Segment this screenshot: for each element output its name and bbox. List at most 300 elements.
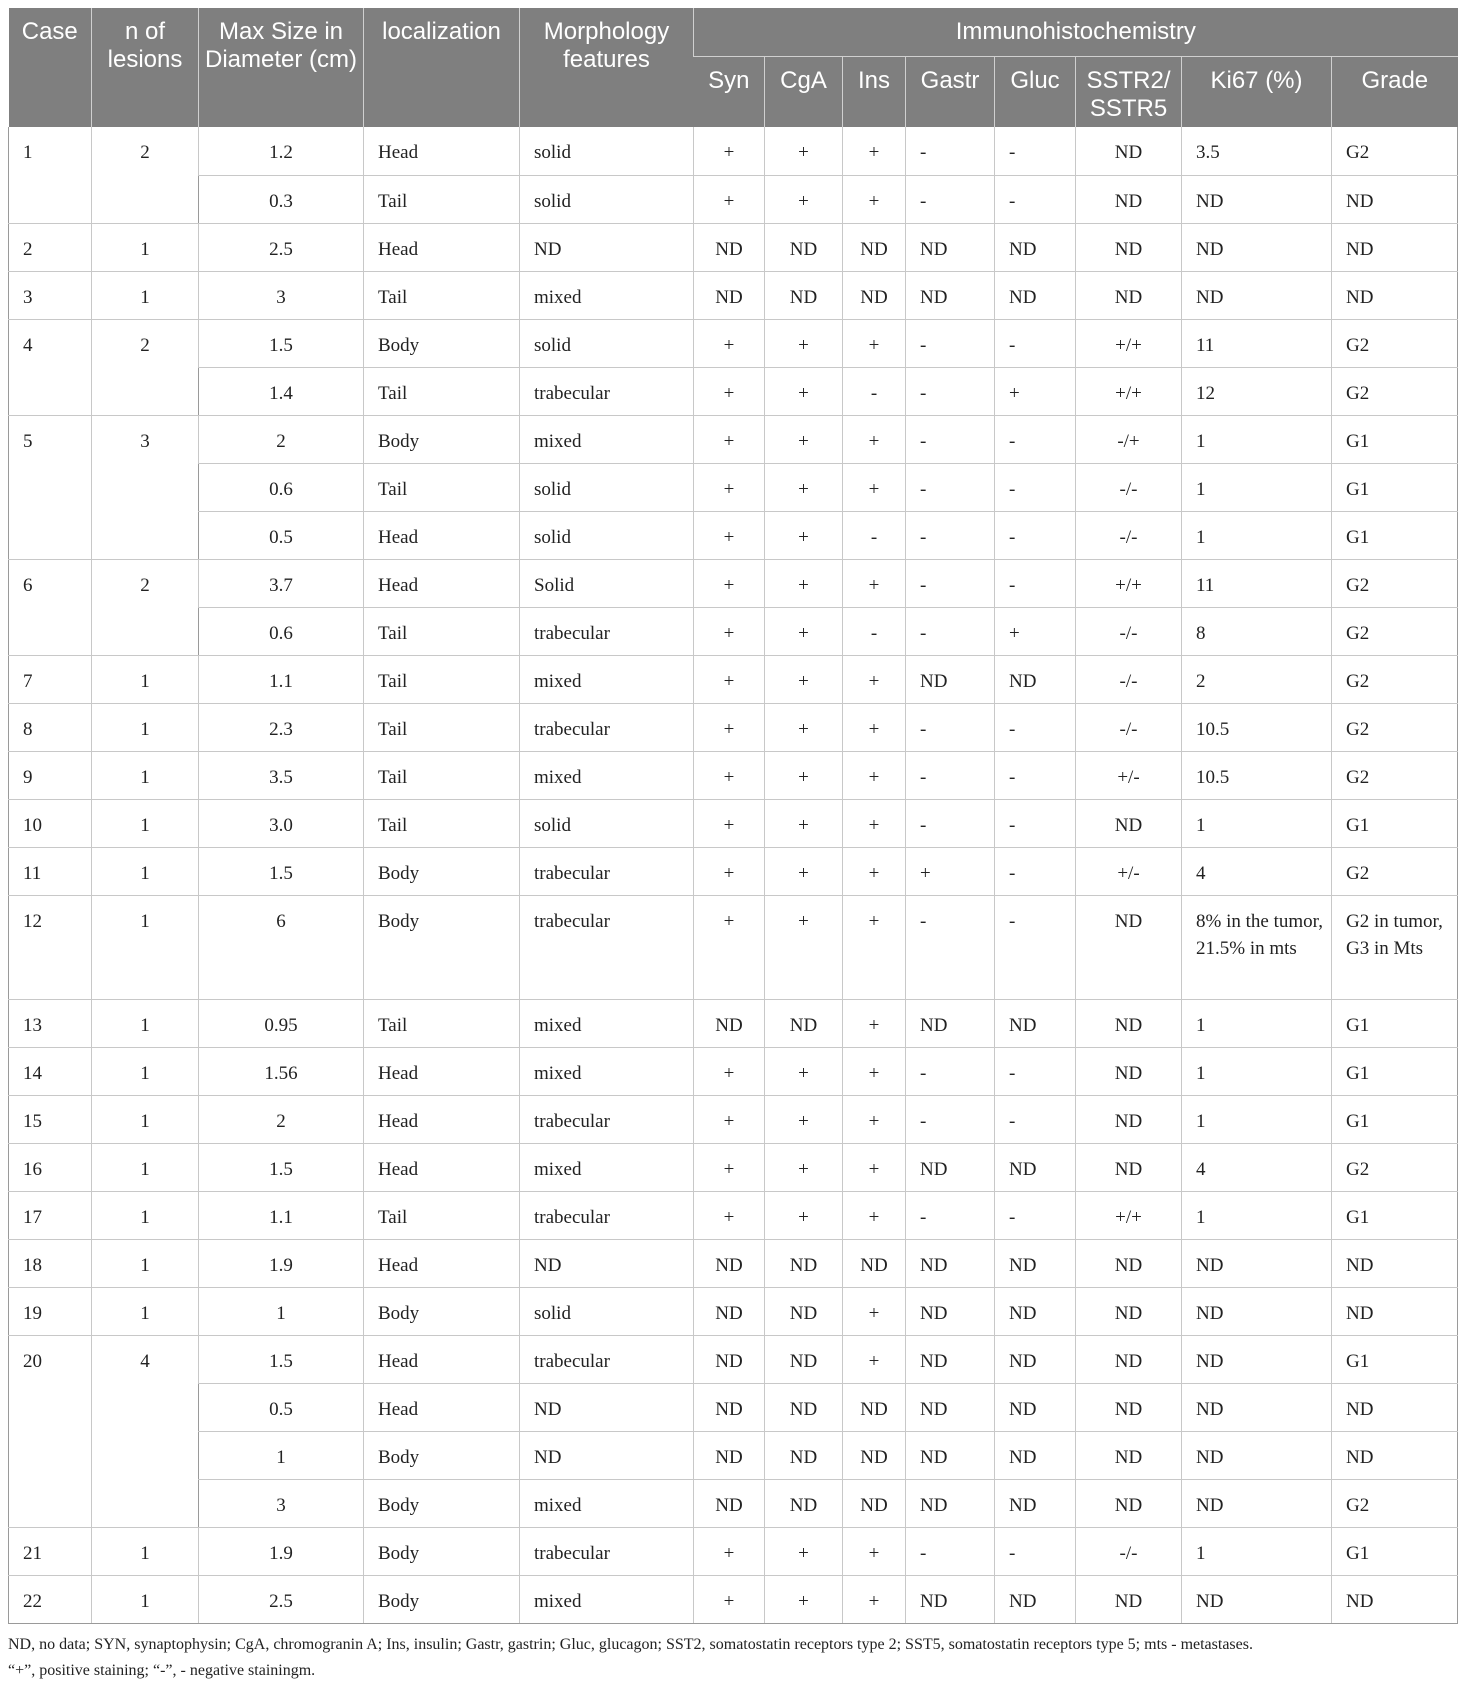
cell-ki67: 2 (1182, 655, 1332, 703)
cell-morphology: mixed (520, 1479, 694, 1527)
header-cga: CgA (765, 57, 843, 128)
header-gluc: Gluc (995, 57, 1076, 128)
cell-syn: ND (694, 223, 765, 271)
cell-sstr: ND (1076, 999, 1182, 1047)
cell-morphology: trabecular (520, 367, 694, 415)
cell-max-size: 0.3 (199, 175, 364, 223)
ihc-table (8, 8, 1458, 1624)
cell-syn: + (694, 1143, 765, 1191)
cell-gastr: - (906, 559, 995, 607)
cell-localization: Head (364, 1383, 520, 1431)
cell-gluc: ND (995, 1431, 1076, 1479)
cell-n-lesions: 1 (92, 799, 199, 847)
cell-morphology: trabecular (520, 607, 694, 655)
cell-cga: + (765, 607, 843, 655)
cell-ins: + (843, 1191, 906, 1239)
cell-grade: G2 (1332, 1143, 1458, 1191)
cell-max-size: 0.95 (199, 999, 364, 1047)
cell-ins: + (843, 847, 906, 895)
cell-sstr: ND (1076, 271, 1182, 319)
cell-sstr: +/+ (1076, 1191, 1182, 1239)
cell-ki67: 1 (1182, 463, 1332, 511)
cell-localization: Head (364, 559, 520, 607)
cell-morphology: solid (520, 463, 694, 511)
cell-gastr: - (906, 1527, 995, 1575)
cell-max-size: 0.6 (199, 463, 364, 511)
cell-n-lesions: 1 (92, 999, 199, 1047)
cell-sstr: +/+ (1076, 367, 1182, 415)
cell-gastr: ND (906, 1287, 995, 1335)
cell-ki67: 1 (1182, 511, 1332, 559)
cell-grade: G1 (1332, 1047, 1458, 1095)
header-gastr: Gastr (906, 57, 995, 128)
cell-case: 20 (9, 1335, 92, 1527)
cell-sstr: ND (1076, 1383, 1182, 1431)
cell-max-size: 2.5 (199, 1575, 364, 1623)
table-header (9, 8, 1458, 127)
cell-ins: + (843, 999, 906, 1047)
cell-syn: + (694, 415, 765, 463)
cell-ins: + (843, 463, 906, 511)
cell-max-size: 1.5 (199, 1143, 364, 1191)
cell-case: 4 (9, 319, 92, 415)
cell-n-lesions: 1 (92, 1287, 199, 1335)
cell-ins: + (843, 751, 906, 799)
cell-gastr: - (906, 895, 995, 999)
cell-gluc: ND (995, 1383, 1076, 1431)
cell-ki67: 4 (1182, 847, 1332, 895)
header-case: Case (9, 8, 92, 127)
cell-case: 22 (9, 1575, 92, 1623)
table-row (9, 1575, 1458, 1623)
cell-localization: Tail (364, 999, 520, 1047)
cell-n-lesions: 1 (92, 1047, 199, 1095)
cell-sstr: +/+ (1076, 559, 1182, 607)
cell-n-lesions: 1 (92, 1239, 199, 1287)
cell-syn: ND (694, 1335, 765, 1383)
cell-case: 14 (9, 1047, 92, 1095)
table-body (9, 127, 1458, 1623)
cell-gastr: - (906, 1191, 995, 1239)
cell-gluc: + (995, 367, 1076, 415)
cell-morphology: mixed (520, 271, 694, 319)
cell-ki67: ND (1182, 1335, 1332, 1383)
cell-gastr: - (906, 607, 995, 655)
cell-max-size: 0.6 (199, 607, 364, 655)
cell-gluc: - (995, 319, 1076, 367)
cell-ki67: ND (1182, 1239, 1332, 1287)
cell-cga: ND (765, 1383, 843, 1431)
cell-gluc: - (995, 799, 1076, 847)
cell-morphology: mixed (520, 415, 694, 463)
cell-cga: + (765, 895, 843, 999)
cell-gastr: - (906, 175, 995, 223)
cell-morphology: ND (520, 223, 694, 271)
cell-gluc: - (995, 1095, 1076, 1143)
cell-grade: G1 (1332, 1095, 1458, 1143)
cell-grade: ND (1332, 223, 1458, 271)
header-grade: Grade (1332, 57, 1458, 128)
cell-sstr: +/+ (1076, 319, 1182, 367)
cell-n-lesions: 1 (92, 223, 199, 271)
cell-gluc: - (995, 511, 1076, 559)
cell-n-lesions: 1 (92, 895, 199, 999)
cell-ki67: ND (1182, 1287, 1332, 1335)
cell-morphology: trabecular (520, 1527, 694, 1575)
cell-cga: ND (765, 1479, 843, 1527)
cell-case: 7 (9, 655, 92, 703)
cell-sstr: -/+ (1076, 415, 1182, 463)
cell-max-size: 1.1 (199, 655, 364, 703)
cell-case: 8 (9, 703, 92, 751)
cell-gastr: ND (906, 1479, 995, 1527)
cell-sstr: ND (1076, 1239, 1182, 1287)
cell-grade: G2 (1332, 847, 1458, 895)
cell-syn: + (694, 799, 765, 847)
cell-morphology: mixed (520, 751, 694, 799)
cell-max-size: 1.9 (199, 1239, 364, 1287)
cell-ins: ND (843, 223, 906, 271)
cell-localization: Tail (364, 799, 520, 847)
table-row (9, 1431, 1458, 1479)
cell-ins: - (843, 607, 906, 655)
cell-gastr: ND (906, 1239, 995, 1287)
cell-ins: + (843, 1527, 906, 1575)
header-n-lesions: n of lesions (92, 8, 199, 127)
cell-ins: + (843, 1335, 906, 1383)
cell-morphology: Solid (520, 559, 694, 607)
cell-cga: + (765, 319, 843, 367)
cell-grade: G2 (1332, 703, 1458, 751)
cell-gastr: - (906, 1095, 995, 1143)
header-ins: Ins (843, 57, 906, 128)
header-max-size: Max Size in Diameter (cm) (199, 8, 364, 127)
cell-ki67: 1 (1182, 1527, 1332, 1575)
cell-max-size: 1.56 (199, 1047, 364, 1095)
cell-syn: ND (694, 1431, 765, 1479)
header-syn: Syn (694, 57, 765, 128)
header-ki67: Ki67 (%) (1182, 57, 1332, 128)
cell-cga: ND (765, 999, 843, 1047)
cell-ki67: 4 (1182, 1143, 1332, 1191)
cell-ins: + (843, 1575, 906, 1623)
cell-ki67: 12 (1182, 367, 1332, 415)
cell-morphology: mixed (520, 655, 694, 703)
cell-localization: Tail (364, 1191, 520, 1239)
cell-cga: ND (765, 1287, 843, 1335)
cell-ins: - (843, 511, 906, 559)
table-row (9, 319, 1458, 367)
cell-localization: Head (364, 1335, 520, 1383)
cell-syn: + (694, 751, 765, 799)
cell-ins: + (843, 799, 906, 847)
cell-case: 11 (9, 847, 92, 895)
cell-syn: ND (694, 1479, 765, 1527)
cell-grade: G1 (1332, 1527, 1458, 1575)
cell-n-lesions: 1 (92, 1143, 199, 1191)
cell-ki67: ND (1182, 1431, 1332, 1479)
cell-ki67: 3.5 (1182, 127, 1332, 175)
table-row (9, 895, 1458, 999)
cell-grade: ND (1332, 1431, 1458, 1479)
cell-ki67: 10.5 (1182, 703, 1332, 751)
cell-ins: + (843, 415, 906, 463)
cell-cga: + (765, 655, 843, 703)
cell-ki67: 11 (1182, 319, 1332, 367)
cell-cga: + (765, 1191, 843, 1239)
cell-max-size: 1.4 (199, 367, 364, 415)
table-row (9, 703, 1458, 751)
cell-syn: ND (694, 1383, 765, 1431)
cell-n-lesions: 1 (92, 703, 199, 751)
cell-ki67: 10.5 (1182, 751, 1332, 799)
table-row (9, 415, 1458, 463)
cell-localization: Tail (364, 607, 520, 655)
table-row (9, 1047, 1458, 1095)
cell-morphology: ND (520, 1239, 694, 1287)
cell-max-size: 1 (199, 1431, 364, 1479)
cell-grade: G1 (1332, 999, 1458, 1047)
table-row (9, 847, 1458, 895)
cell-case: 17 (9, 1191, 92, 1239)
cell-grade: G1 (1332, 463, 1458, 511)
cell-localization: Body (364, 1575, 520, 1623)
cell-max-size: 1.1 (199, 1191, 364, 1239)
cell-gluc: ND (995, 1335, 1076, 1383)
cell-localization: Body (364, 895, 520, 999)
cell-gastr: + (906, 847, 995, 895)
table-row (9, 127, 1458, 175)
cell-gluc: - (995, 895, 1076, 999)
cell-ins: ND (843, 1479, 906, 1527)
cell-case: 5 (9, 415, 92, 559)
cell-morphology: trabecular (520, 1335, 694, 1383)
cell-grade: G2 (1332, 607, 1458, 655)
cell-sstr: ND (1076, 799, 1182, 847)
cell-grade: G1 (1332, 1335, 1458, 1383)
cell-gastr: - (906, 367, 995, 415)
cell-localization: Tail (364, 463, 520, 511)
cell-syn: + (694, 511, 765, 559)
table-row (9, 1095, 1458, 1143)
cell-cga: + (765, 415, 843, 463)
cell-morphology: trabecular (520, 703, 694, 751)
cell-grade: ND (1332, 175, 1458, 223)
cell-ins: + (843, 559, 906, 607)
cell-syn: + (694, 463, 765, 511)
cell-syn: + (694, 847, 765, 895)
cell-ins: + (843, 127, 906, 175)
cell-max-size: 2 (199, 415, 364, 463)
cell-localization: Head (364, 511, 520, 559)
cell-ins: + (843, 655, 906, 703)
cell-syn: + (694, 319, 765, 367)
cell-gluc: - (995, 703, 1076, 751)
cell-ki67: ND (1182, 1575, 1332, 1623)
cell-morphology: solid (520, 1287, 694, 1335)
cell-sstr: ND (1076, 1287, 1182, 1335)
cell-case: 13 (9, 999, 92, 1047)
cell-max-size: 3 (199, 271, 364, 319)
cell-grade: ND (1332, 271, 1458, 319)
cell-cga: ND (765, 271, 843, 319)
cell-ins: + (843, 895, 906, 999)
cell-n-lesions: 2 (92, 559, 199, 655)
cell-localization: Tail (364, 367, 520, 415)
cell-max-size: 3.7 (199, 559, 364, 607)
cell-case: 16 (9, 1143, 92, 1191)
table-row (9, 367, 1458, 415)
cell-localization: Head (364, 1239, 520, 1287)
cell-max-size: 3.5 (199, 751, 364, 799)
cell-gastr: - (906, 415, 995, 463)
footnote-abbreviations: ND, no data; SYN, synaptophysin; CgA, chromogranin A; Ins, insulin; Gastr, gastrin; Gluc, glucagon; SST2, somatostatin receptors type 2; SST5, somatostatin receptors type 5; mts - metastases. (8, 1635, 1253, 1653)
cell-ins: + (843, 1047, 906, 1095)
cell-gluc: - (995, 1047, 1076, 1095)
cell-syn: + (694, 559, 765, 607)
cell-localization: Head (364, 127, 520, 175)
cell-gastr: ND (906, 271, 995, 319)
header-morphology: Morphology features (520, 8, 694, 127)
cell-grade: G2 (1332, 127, 1458, 175)
cell-grade: G2 in tumor, G3 in Mts (1332, 895, 1458, 999)
cell-morphology: trabecular (520, 1191, 694, 1239)
cell-syn: + (694, 1047, 765, 1095)
cell-localization: Tail (364, 271, 520, 319)
cell-max-size: 1.5 (199, 847, 364, 895)
cell-gluc: - (995, 1527, 1076, 1575)
cell-localization: Body (364, 1431, 520, 1479)
table-row (9, 1287, 1458, 1335)
cell-gluc: - (995, 1191, 1076, 1239)
cell-gluc: ND (995, 1239, 1076, 1287)
cell-gastr: ND (906, 1575, 995, 1623)
cell-ins: ND (843, 271, 906, 319)
cell-ins: + (843, 319, 906, 367)
header-localization: localization (364, 8, 520, 127)
cell-syn: + (694, 1527, 765, 1575)
cell-morphology: ND (520, 1383, 694, 1431)
cell-max-size: 2.5 (199, 223, 364, 271)
cell-gluc: - (995, 463, 1076, 511)
cell-grade: ND (1332, 1575, 1458, 1623)
cell-grade: ND (1332, 1383, 1458, 1431)
cell-syn: + (694, 1095, 765, 1143)
cell-cga: + (765, 1095, 843, 1143)
cell-case: 6 (9, 559, 92, 655)
cell-syn: + (694, 1575, 765, 1623)
cell-localization: Tail (364, 655, 520, 703)
cell-morphology: solid (520, 799, 694, 847)
cell-syn: + (694, 655, 765, 703)
cell-grade: G1 (1332, 1191, 1458, 1239)
cell-max-size: 6 (199, 895, 364, 999)
cell-cga: + (765, 847, 843, 895)
cell-gluc: ND (995, 1287, 1076, 1335)
cell-n-lesions: 1 (92, 655, 199, 703)
cell-case: 10 (9, 799, 92, 847)
cell-gastr: - (906, 751, 995, 799)
document (8, 8, 1457, 1684)
cell-sstr: ND (1076, 1479, 1182, 1527)
cell-localization: Tail (364, 703, 520, 751)
cell-morphology: trabecular (520, 1095, 694, 1143)
cell-morphology: mixed (520, 999, 694, 1047)
cell-gluc: - (995, 175, 1076, 223)
cell-syn: + (694, 1191, 765, 1239)
cell-case: 3 (9, 271, 92, 319)
cell-gluc: ND (995, 1143, 1076, 1191)
cell-localization: Body (364, 319, 520, 367)
table-row (9, 271, 1458, 319)
cell-ki67: ND (1182, 1383, 1332, 1431)
cell-cga: ND (765, 223, 843, 271)
cell-morphology: mixed (520, 1047, 694, 1095)
cell-cga: ND (765, 1431, 843, 1479)
cell-case: 15 (9, 1095, 92, 1143)
cell-grade: ND (1332, 1239, 1458, 1287)
cell-gluc: - (995, 415, 1076, 463)
cell-gastr: ND (906, 1383, 995, 1431)
cell-ki67: 11 (1182, 559, 1332, 607)
cell-cga: + (765, 1527, 843, 1575)
cell-ins: + (843, 1143, 906, 1191)
cell-gastr: - (906, 127, 995, 175)
cell-case: 18 (9, 1239, 92, 1287)
cell-gluc: ND (995, 223, 1076, 271)
cell-morphology: ND (520, 1431, 694, 1479)
table-row (9, 1335, 1458, 1383)
cell-max-size: 0.5 (199, 511, 364, 559)
cell-morphology: trabecular (520, 895, 694, 999)
cell-ins: + (843, 703, 906, 751)
cell-max-size: 1.5 (199, 1335, 364, 1383)
table-row (9, 655, 1458, 703)
cell-grade: G1 (1332, 415, 1458, 463)
cell-sstr: ND (1076, 895, 1182, 999)
cell-grade: G2 (1332, 1479, 1458, 1527)
cell-ki67: 1 (1182, 1047, 1332, 1095)
cell-ins: ND (843, 1239, 906, 1287)
cell-ins: ND (843, 1383, 906, 1431)
cell-cga: + (765, 1047, 843, 1095)
cell-case: 12 (9, 895, 92, 999)
cell-ki67: ND (1182, 271, 1332, 319)
cell-cga: + (765, 511, 843, 559)
cell-gluc: ND (995, 1575, 1076, 1623)
cell-gastr: - (906, 799, 995, 847)
cell-localization: Body (364, 1479, 520, 1527)
cell-grade: G2 (1332, 559, 1458, 607)
cell-gastr: ND (906, 223, 995, 271)
footnote-staining: “+”, positive staining; “-”, - negative stainingm. (8, 1661, 316, 1679)
cell-localization: Head (364, 1047, 520, 1095)
cell-gastr: - (906, 319, 995, 367)
cell-max-size: 2 (199, 1095, 364, 1143)
cell-sstr: ND (1076, 1047, 1182, 1095)
cell-max-size: 1.9 (199, 1527, 364, 1575)
table-row (9, 223, 1458, 271)
cell-morphology: solid (520, 175, 694, 223)
cell-morphology: mixed (520, 1143, 694, 1191)
cell-morphology: solid (520, 511, 694, 559)
cell-n-lesions: 2 (92, 319, 199, 415)
cell-case: 19 (9, 1287, 92, 1335)
cell-syn: + (694, 607, 765, 655)
cell-syn: + (694, 127, 765, 175)
cell-sstr: +/- (1076, 847, 1182, 895)
cell-gluc: ND (995, 999, 1076, 1047)
